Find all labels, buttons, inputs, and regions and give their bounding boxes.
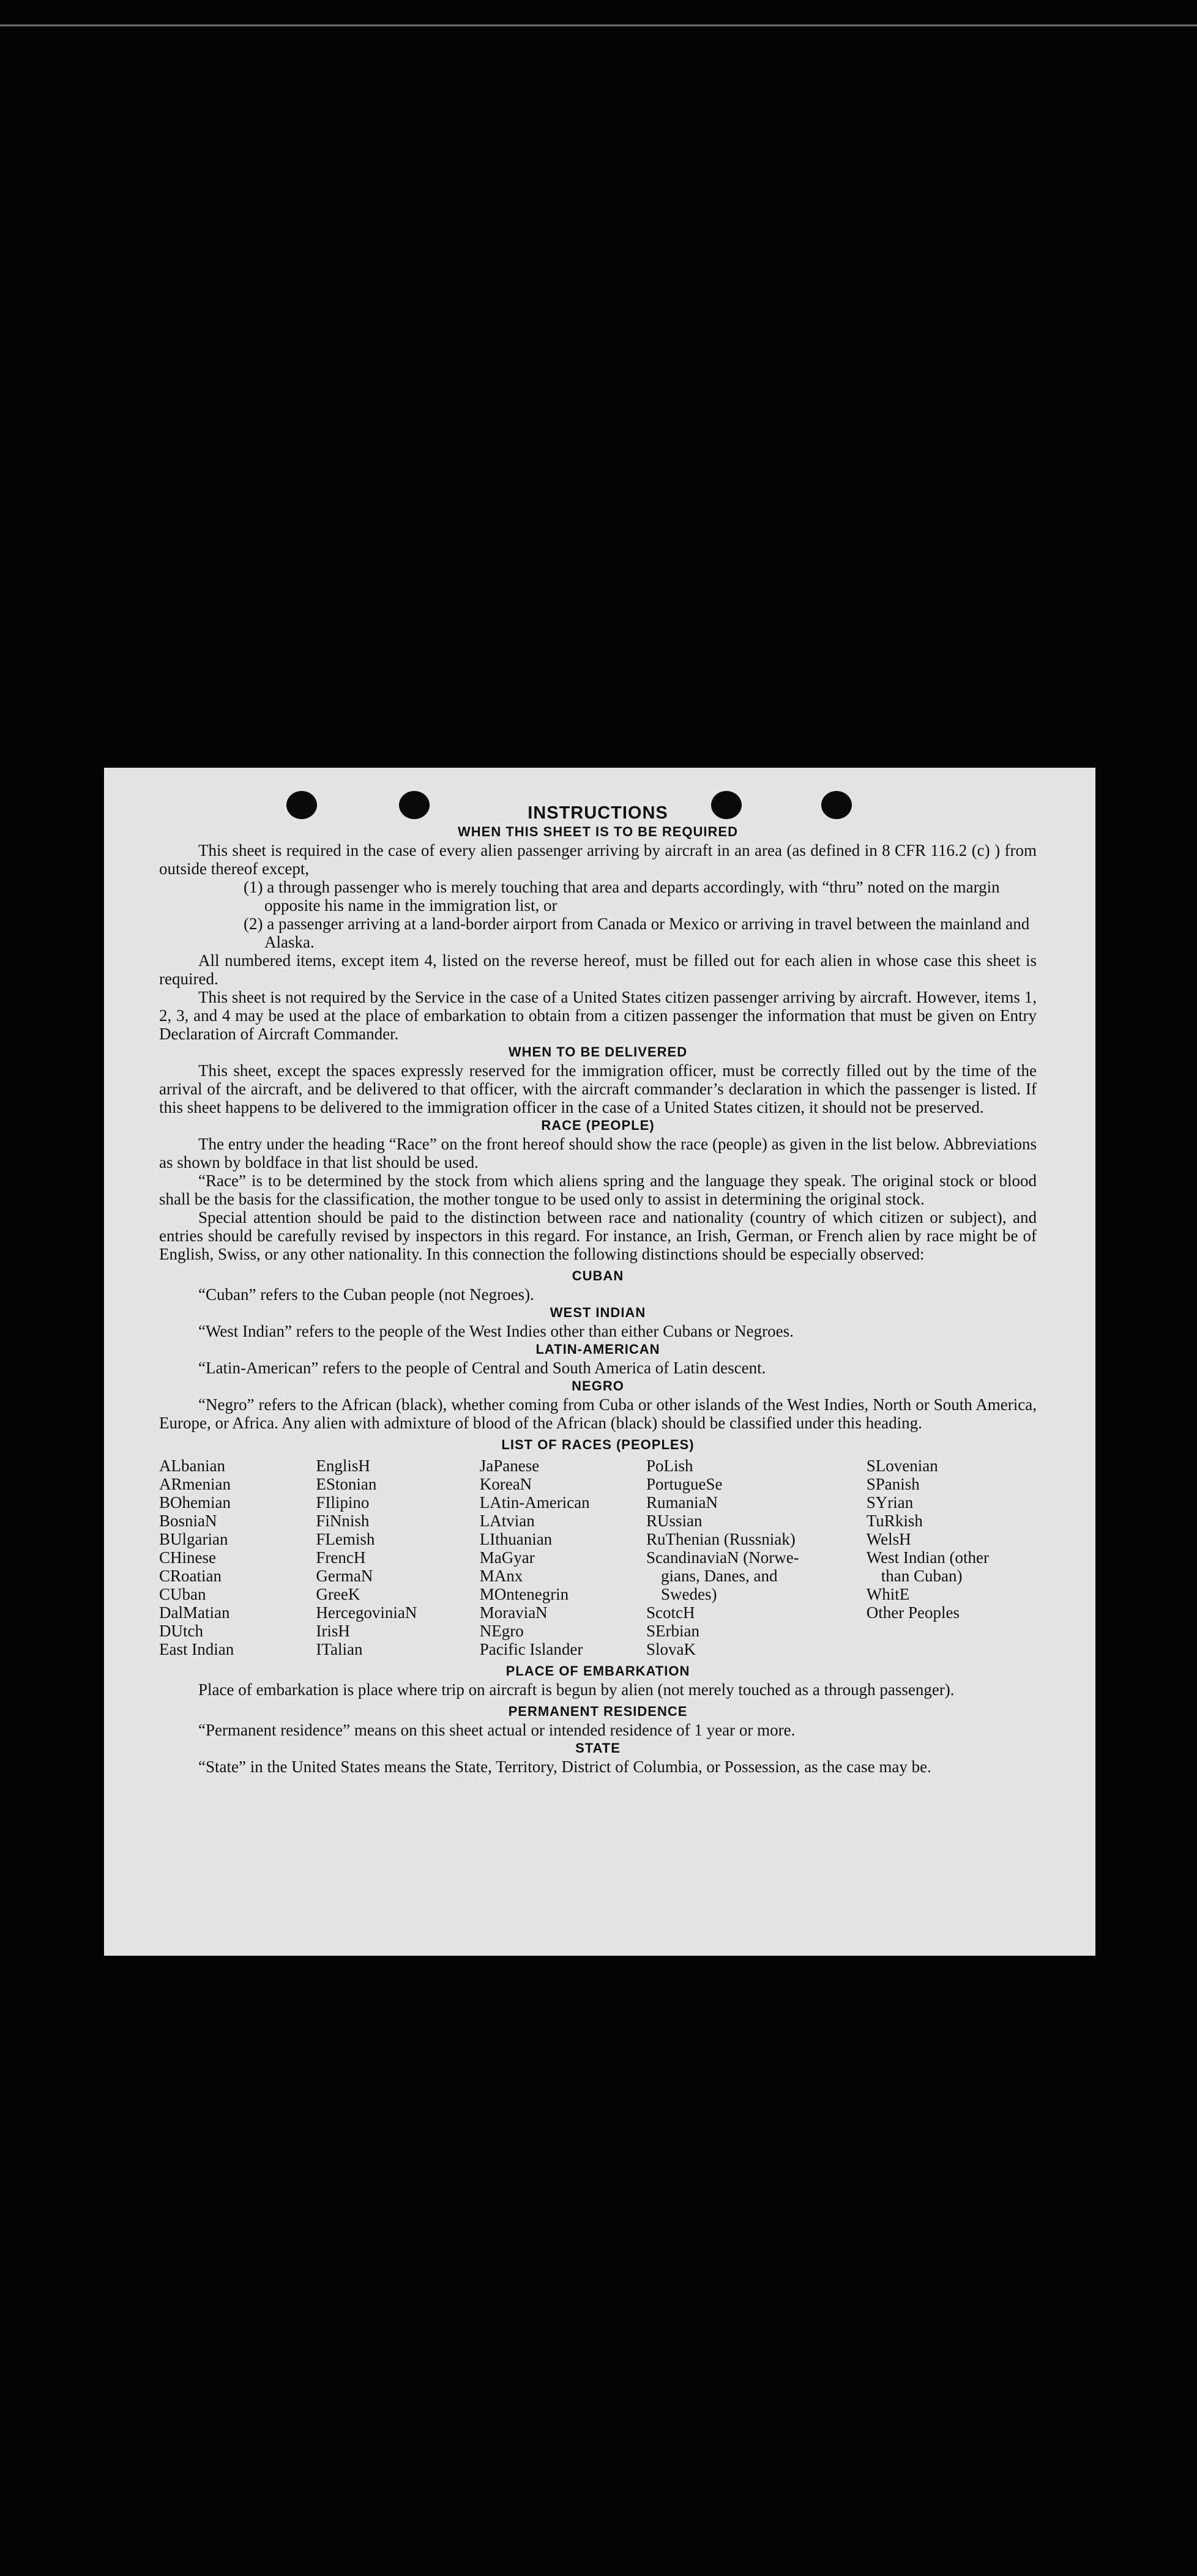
paragraph: “Race” is to be determined by the stock from which aliens spring and the language they speak. The original stock or blood shall be the basis for the classification, the mother tongue to be used only to assist in determining the original stock.	[159, 1171, 1037, 1208]
race-entry: East Indian	[159, 1640, 234, 1658]
punch-hole-4	[821, 791, 852, 819]
race-entry: GreeK	[316, 1585, 360, 1603]
race-entry: KoreaN	[479, 1475, 532, 1493]
race-entry: SErbian	[646, 1622, 700, 1640]
race-entry: WelsH	[866, 1530, 911, 1548]
race-entry: MOntenegrin	[479, 1585, 569, 1603]
race-entry: EnglisH	[316, 1457, 370, 1475]
list-item: (2) a passenger arriving at a land-border airport from Canada or Mexico or arriving in travel between the mainland and Alaska.	[244, 915, 1030, 951]
race-entry: FLemish	[316, 1530, 375, 1548]
race-entry: West Indian (other	[866, 1548, 990, 1567]
race-entry: RumaniaN	[646, 1493, 718, 1512]
race-entry: MaGyar	[479, 1548, 535, 1567]
race-entry: HercegoviniaN	[316, 1603, 417, 1622]
punch-hole-3	[711, 791, 742, 819]
race-entry: LIthuanian	[479, 1530, 553, 1548]
punch-hole-2	[399, 791, 430, 819]
page-title: INSTRUCTIONS	[528, 803, 668, 823]
race-entry: BOhemian	[159, 1493, 231, 1512]
punch-hole-1	[286, 791, 317, 819]
heading-state: STATE	[575, 1740, 621, 1756]
race-entry: SPanish	[866, 1475, 920, 1493]
race-entry: RUssian	[646, 1512, 703, 1530]
race-entry: ScandinaviaN (Norwe-	[646, 1548, 799, 1567]
paragraph: “Negro” refers to the African (black), whether coming from Cuba or other islands of the West Indies, North or South America, Europe, or Africa. Any alien with admixture of blood of the African (black) should be classified under this heading.	[159, 1395, 1037, 1432]
heading-when-delivered: WHEN TO BE DELIVERED	[508, 1044, 688, 1060]
race-entry: CUban	[159, 1585, 206, 1603]
paragraph: All numbered items, except item 4, listed on the reverse hereof, must be filled out for each alien in whose case this sheet is required.	[159, 951, 1037, 988]
race-entry: ScotcH	[646, 1603, 695, 1622]
race-entry: SlovaK	[646, 1640, 696, 1658]
races-column-2	[316, 1457, 479, 1658]
races-column-4	[646, 1457, 867, 1658]
race-entry: MAnx	[479, 1567, 523, 1585]
heading-embarkation: PLACE OF EMBARKATION	[505, 1663, 690, 1679]
heading-residence: PERMANENT RESIDENCE	[508, 1704, 688, 1719]
race-entry: RuThenian (Russniak)	[646, 1530, 796, 1548]
paragraph: The entry under the heading “Race” on the front hereof should show the race (people) as given in the list below. Abbreviations as shown by boldface in that list should be used.	[159, 1135, 1037, 1171]
race-entry: ARmenian	[159, 1475, 231, 1493]
races-column-1	[159, 1457, 316, 1658]
heading-races-list: LIST OF RACES (PEOPLES)	[501, 1437, 695, 1452]
list-item: (1) a through passenger who is merely touching that area and departs accordingly, with “thru” noted on the margin opposite his name in the immigration list, or	[244, 878, 1000, 915]
races-column-5	[867, 1457, 1037, 1658]
race-entry: ITalian	[316, 1640, 363, 1658]
race-entry: EStonian	[316, 1475, 377, 1493]
races-column-3	[480, 1457, 646, 1658]
race-entry: BosniaN	[159, 1512, 217, 1530]
heading-cuban: CUBAN	[572, 1268, 624, 1283]
paragraph: “Permanent residence” means on this sheet actual or intended residence of 1 year or more.	[198, 1721, 796, 1739]
race-entry: PoLish	[646, 1457, 693, 1475]
race-entry: LAtvian	[479, 1512, 535, 1530]
races-list	[159, 1457, 1037, 1658]
race-entry: GermaN	[316, 1567, 373, 1585]
paragraph: This sheet is required in the case of every alien passenger arriving by aircraft in an area (as defined in 8 CFR 116.2 (c) ) from outside thereof except,	[159, 841, 1037, 878]
paragraph: “West Indian” refers to the people of the West Indies other than either Cubans or Negroes.	[198, 1322, 794, 1340]
race-entry: BUlgarian	[159, 1530, 228, 1548]
race-entry: SLovenian	[866, 1457, 938, 1475]
race-entry: FiNnish	[316, 1512, 370, 1530]
heading-west-indian: WEST INDIAN	[550, 1305, 646, 1320]
instruction-sheet	[104, 768, 1095, 1956]
paragraph: “Latin-American” refers to the people of Central and South America of Latin descent.	[198, 1359, 766, 1377]
paragraph: “State” in the United States means the State, Territory, District of Columbia, or Possession, as the case may be.	[198, 1758, 931, 1776]
race-entry: MoraviaN	[479, 1603, 548, 1622]
race-entry: FrencH	[316, 1548, 366, 1567]
heading-when-required: WHEN THIS SHEET IS TO BE REQUIRED	[458, 824, 738, 839]
race-entry: LAtin-American	[479, 1493, 590, 1512]
race-entry: NEgro	[479, 1622, 524, 1640]
race-entry: Swedes)	[661, 1585, 717, 1603]
race-entry: CRoatian	[159, 1567, 222, 1585]
paragraph: Special attention should be paid to the distinction between race and nationality (country of which citizen or subject), and entries should be carefully revised by inspectors in this regard. For instance, an Irish, German, or French alien by race might be of English, Swiss, or any other nationality. In this connection the following distinctions should be especially observed:	[159, 1208, 1037, 1263]
race-entry: PortugueSe	[646, 1475, 723, 1493]
race-entry: FIlipino	[316, 1493, 370, 1512]
race-entry: Other Peoples	[866, 1603, 960, 1622]
race-entry: IrisH	[316, 1622, 350, 1640]
paragraph: This sheet is not required by the Service in the case of a United States citizen passenger arriving by aircraft. However, items 1, 2, 3, and 4 may be used at the place of embarkation to obtain from a citizen passenger the information that must be given on Entry Declaration of Aircraft Commander.	[159, 988, 1037, 1043]
race-entry: Pacific Islander	[479, 1640, 583, 1658]
race-entry: gians, Danes, and	[661, 1567, 778, 1585]
heading-race: RACE (PEOPLE)	[541, 1118, 655, 1133]
race-entry: JaPanese	[479, 1457, 540, 1475]
race-entry: CHinese	[159, 1548, 216, 1567]
paragraph: This sheet, except the spaces expressly reserved for the immigration officer, must be correctly filled out by the time of the arrival of the aircraft, and be delivered to that officer, with the aircraft commander’s declaration in which the passenger is listed. If this sheet happens to be delivered to the immigration officer in the case of a United States citizen, it should not be preserved.	[159, 1061, 1037, 1116]
heading-negro: NEGRO	[572, 1378, 624, 1394]
race-entry: DalMatian	[159, 1603, 230, 1622]
race-entry: WhitE	[866, 1585, 910, 1603]
race-entry: TuRkish	[866, 1512, 923, 1530]
race-entry: SYrian	[866, 1493, 914, 1512]
race-entry: ALbanian	[159, 1457, 225, 1475]
heading-latin-american: LATIN-AMERICAN	[535, 1342, 660, 1357]
scan-top-line	[0, 24, 1197, 26]
race-entry: DUtch	[159, 1622, 203, 1640]
paragraph: “Cuban” refers to the Cuban people (not Negroes).	[198, 1285, 534, 1304]
race-entry: than Cuban)	[881, 1567, 963, 1585]
paragraph: Place of embarkation is place where trip on aircraft is begun by alien (not merely touched as a through passenger).	[198, 1680, 955, 1699]
